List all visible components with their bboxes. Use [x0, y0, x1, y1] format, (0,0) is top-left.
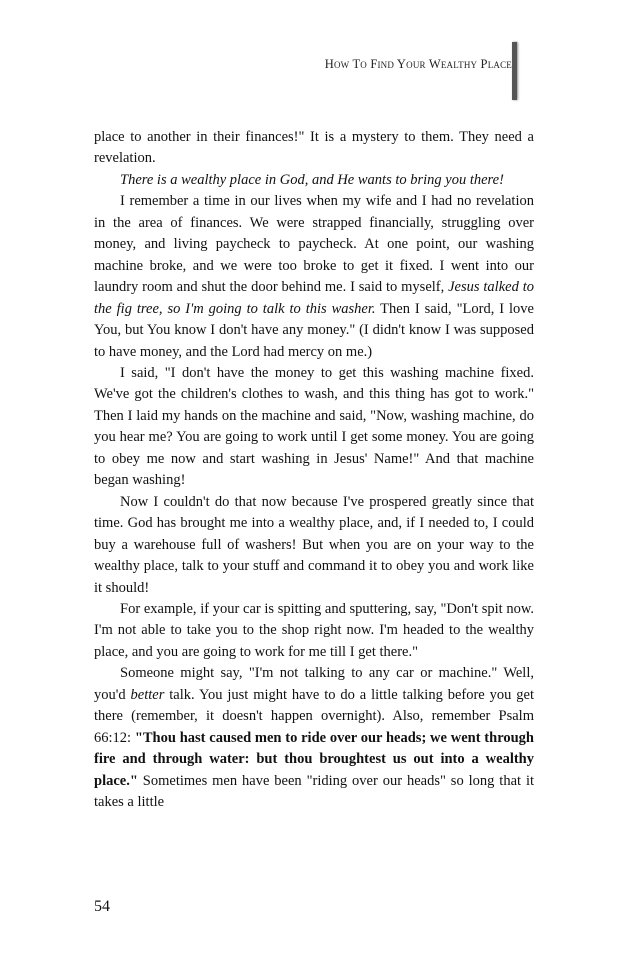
paragraph	[94, 599, 534, 663]
paragraph	[94, 492, 534, 599]
italic-text: better	[130, 686, 165, 703]
paragraph	[94, 363, 534, 492]
text-run: I remember a time in our lives when my wife and I had no revelation in the area of finances. We were strapped financially, struggling over money, and living paycheck to paycheck. At one point, our washing machine broke, and we were too broke to get it fixed. I went into our laundry room and shut the door behind me. I said to myself,	[94, 193, 534, 296]
text-run: I said, "I don't have the money to get this washing machine fixed. We've got the children's clothes to wash, and this thing has got to work." Then I laid my hands on the machine and said, "Now, washing machine, do you hear me? You are going to work until I get some money. You are going to obey me now and start washing in Jesus' Name!" And that machine began washing!	[94, 364, 534, 489]
running-head: How To Find Your Wealthy Place	[324, 57, 512, 71]
italic-text: Jesus talked to the fig tree, so I'm going to talk to this washer.	[94, 279, 534, 317]
text-run: For example, if your car is spitting and sputtering, say, "Don't spit now. I'm not able to take you to the shop right now. I'm headed to the wealthy place, and you are going to work for me till I get there."	[94, 600, 534, 660]
paragraph	[94, 663, 534, 813]
page-number: 54	[94, 898, 110, 915]
body-text	[94, 127, 534, 814]
paragraph	[94, 170, 534, 191]
header-decorative-bar	[512, 42, 517, 100]
italic-text: There is a wealthy place in God, and He wants to bring you there!	[120, 171, 504, 188]
text-run: Someone might say, "I'm not talking to any car or machine." Well, you'd	[94, 665, 534, 703]
bold-scripture-quote: "Thou hast caused men to ride over our heads; we went through fire and through water: but thou broughtest us out into a wealthy place."	[94, 729, 534, 789]
text-run: talk. You just might have to do a little talking before you get there (remember, it doesn't happen overnight). Also, remember Psalm 66:12:	[94, 686, 534, 746]
text-run: Sometimes men have been "riding over our heads" so long that it takes a little	[94, 772, 534, 811]
text-run: Then I said, "Lord, I love You, but You know I don't have any money." (I didn't know I was supposed to have money, and the Lord had mercy on me.)	[94, 300, 534, 360]
paragraph	[94, 127, 534, 170]
text-run: place to another in their finances!" It is a mystery to them. They need a revelation.	[94, 129, 534, 167]
text-run: Now I couldn't do that now because I've prospered greatly since that time. God has brought me into a wealthy place, and, if I needed to, I could buy a warehouse full of washers! But when you are on your way to the wealthy place, talk to your stuff and command it to obey you and work like it should!	[94, 493, 534, 596]
paragraph	[94, 191, 534, 363]
